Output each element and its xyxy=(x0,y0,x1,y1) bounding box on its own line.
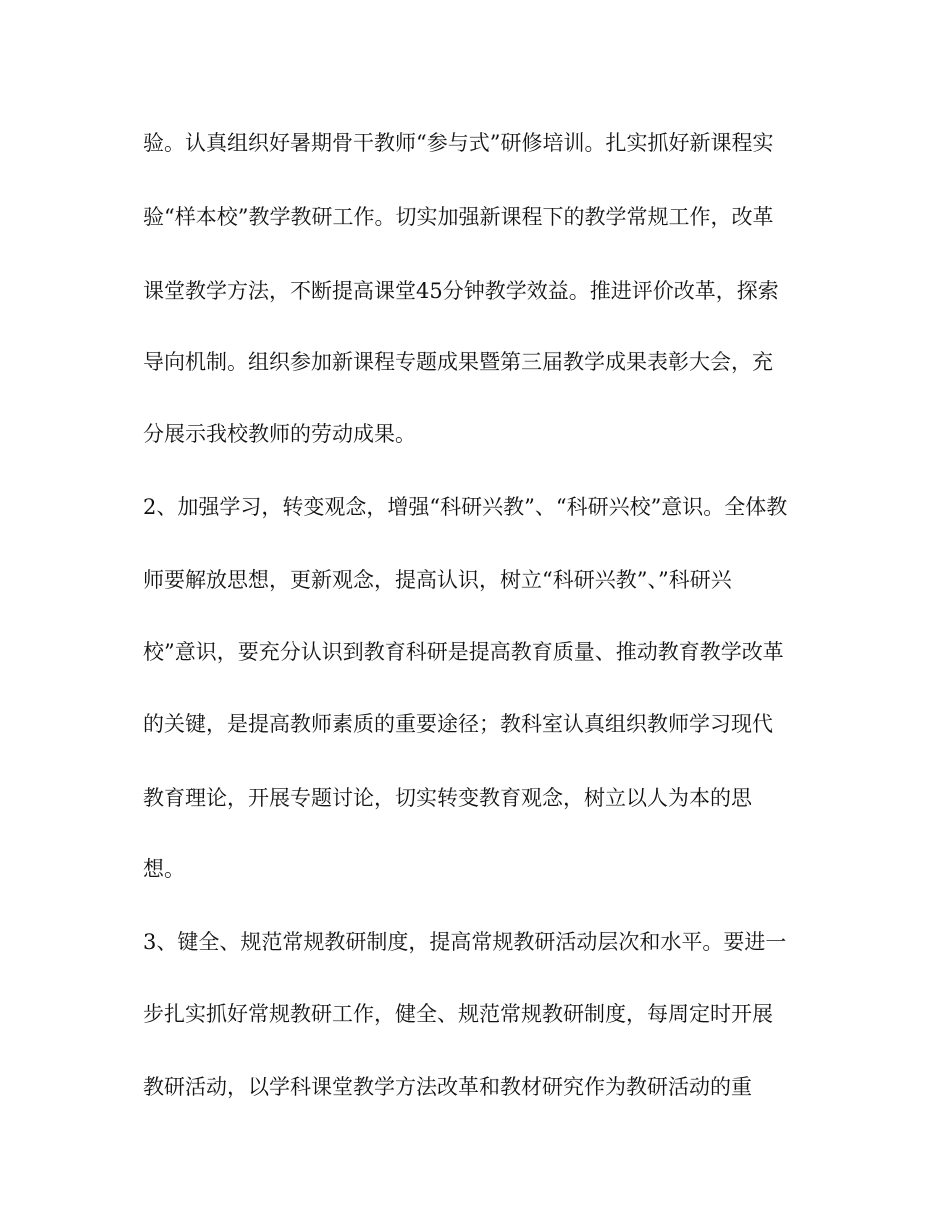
text-line: 教育理论，开展专题讨论，切实转变教育观念，树立以人为本的思 xyxy=(143,786,752,810)
text-line: 步扎实抓好常规教研工作，健全、规范常规教研制度，每周定时开展 xyxy=(143,1002,773,1026)
text-line: 3、键全、规范常规教研制度，提高常规教研活动层次和水平。要进一 xyxy=(143,930,787,954)
text-line: 验。认真组织好暑期骨干教师“参与式”研修培训。扎实抓好新课程实 xyxy=(143,131,774,155)
text-line: 师要解放思想，更新观念，提高认识，树立“科研兴教”、”科研兴 xyxy=(143,568,732,592)
text-line: 导向机制。组织参加新课程专题成果暨第三届教学成果表彰大会，充 xyxy=(143,350,773,374)
text-line: 校”意识，要充分认识到教育科研是提高教育质量、推动教育教学改革 xyxy=(143,640,784,664)
text-line: 验“样本校”教学教研工作。切实加强新课程下的教学常规工作，改革 xyxy=(143,205,774,229)
text-line: 2、加强学习，转变观念，增强“科研兴教”、“科研兴校”意识。全体教 xyxy=(143,495,788,519)
text-line: 分展示我校教师的劳动成果。 xyxy=(143,422,416,446)
text-line: 想。 xyxy=(143,857,185,881)
text-line: 教研活动，以学科课堂教学方法改革和教材研究作为教研活动的重 xyxy=(143,1075,752,1099)
text-line: 课堂教学方法，不断提高课堂45分钟教学效益。推进评价改革，探索 xyxy=(143,279,779,303)
text-line: 的关键，是提高教师素质的重要途径；教科室认真组织教师学习现代 xyxy=(143,712,773,736)
